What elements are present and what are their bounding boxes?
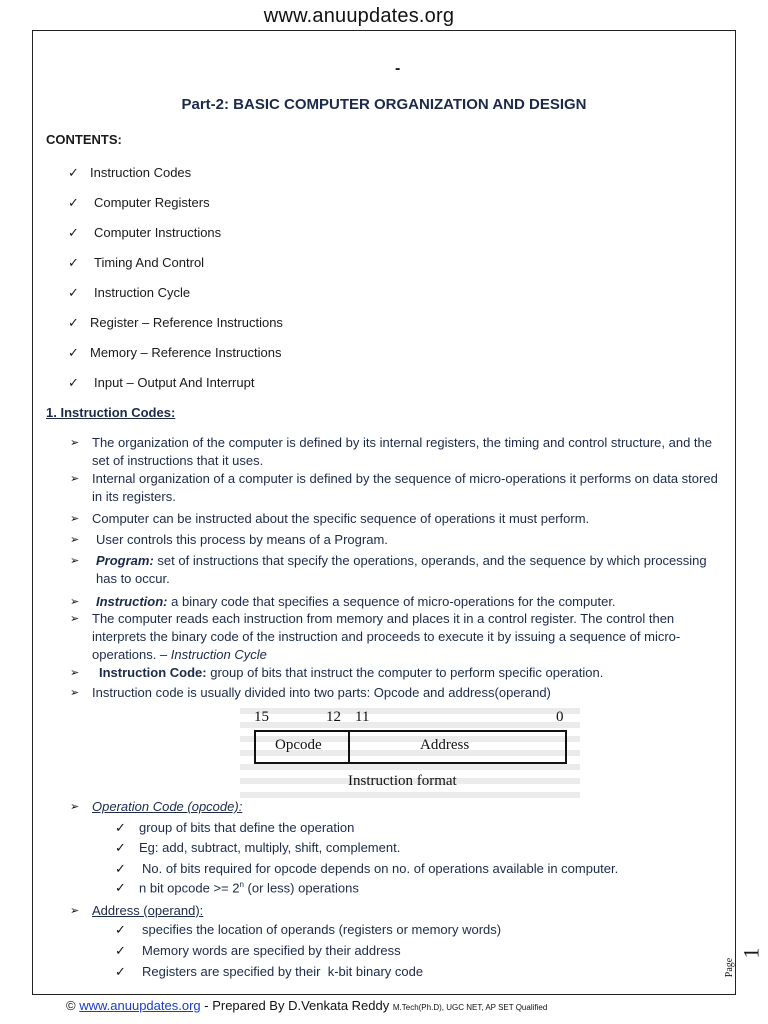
check-icon: ✓ bbox=[115, 943, 126, 958]
check-icon: ✓ bbox=[68, 375, 79, 390]
check-icon: ✓ bbox=[68, 225, 79, 240]
check-icon: ✓ bbox=[68, 315, 79, 330]
arrow-bullet-icon: ➢ bbox=[70, 801, 80, 813]
check-icon: ✓ bbox=[68, 345, 79, 360]
check-icon: ✓ bbox=[115, 964, 126, 979]
check-icon: ✓ bbox=[115, 840, 126, 855]
contents-item: ✓ Input – Output And Interrupt bbox=[68, 375, 255, 390]
site-header: www.anuupdates.org bbox=[263, 5, 455, 27]
arrow-bullet-icon: ➢ bbox=[70, 687, 80, 699]
footer bbox=[66, 998, 547, 1013]
contents-item: ✓ Timing And Control bbox=[68, 255, 205, 270]
arrow-bullet-icon: ➢ bbox=[70, 596, 80, 608]
format-divider bbox=[348, 730, 350, 764]
address-detail: ✓ Registers are specified by their k-bit binary code bbox=[115, 964, 424, 979]
check-icon: ✓ bbox=[68, 255, 79, 270]
check-icon: ✓ bbox=[68, 285, 79, 300]
opcode-detail: ✓ n bit opcode >= $2^n$ (or less) operations bbox=[115, 880, 359, 896]
check-icon: ✓ bbox=[115, 820, 126, 835]
arrow-bullet-icon: ➢ bbox=[70, 437, 80, 449]
address-field: Address bbox=[420, 737, 470, 753]
arrow-bullet-icon: ➢ bbox=[70, 667, 80, 679]
bit-label-0: 0 bbox=[556, 709, 564, 725]
check-icon: ✓ bbox=[115, 922, 126, 937]
copyright-symbol: © bbox=[66, 998, 76, 1013]
arrow-bullet-icon: ➢ bbox=[70, 473, 80, 485]
bullet-item: ➢ Instruction: a binary code that specifies a sequence of micro-operations for the computer. bbox=[70, 594, 616, 609]
contents-item: ✓ Computer Registers bbox=[68, 195, 210, 210]
check-icon: ✓ bbox=[115, 880, 126, 896]
footer-qualifications: M.Tech(Ph.D), UGC NET, AP SET Qualified bbox=[392, 1003, 548, 1012]
bullet-item: ➢ Operation Code (opcode): bbox=[70, 799, 243, 814]
opcode-field: Opcode bbox=[275, 737, 322, 753]
page-number: 1 bbox=[738, 947, 764, 959]
bullet-item: ➢ Internal organization of a computer is defined by the sequence of micro-operations it performs on data stored in its registers. bbox=[70, 471, 718, 504]
contents-item: ✓ Memory – Reference Instructions bbox=[68, 345, 282, 360]
contents-item: ✓ Computer Instructions bbox=[68, 225, 222, 240]
check-icon: ✓ bbox=[68, 195, 79, 210]
bullet-item: ➢ Instruction code is usually divided into two parts: Opcode and address(operand) bbox=[70, 685, 551, 700]
page-title: Part-2: BASIC COMPUTER ORGANIZATION AND DESIGN bbox=[181, 96, 587, 113]
check-icon: ✓ bbox=[115, 861, 126, 876]
contents-item: ✓ Instruction Cycle bbox=[68, 285, 191, 300]
footer-site-link[interactable]: www.anuupdates.org bbox=[79, 998, 201, 1013]
opcode-detail: ✓ Eg: add, subtract, multiply, shift, complement. bbox=[115, 840, 401, 855]
bit-label-11: 11 bbox=[355, 709, 370, 725]
opcode-detail: ✓ No. of bits required for opcode depends on no. of operations available in computer. bbox=[115, 861, 619, 876]
footer-author: - Prepared By D.Venkata Reddy bbox=[200, 998, 393, 1013]
bit-label-15: 15 bbox=[254, 709, 269, 725]
contents-item: ✓ Register – Reference Instructions bbox=[68, 315, 283, 330]
bullet-item: ➢ The organization of the computer is defined by its internal registers, the timing and control structure, and the set of instructions that it uses. bbox=[70, 435, 713, 468]
bullet-item: ➢ Instruction Code: group of bits that instruct the computer to perform specific operation. bbox=[70, 665, 604, 680]
bullet-item: ➢ Computer can be instructed about the specific sequence of operations it must perform. bbox=[70, 511, 590, 526]
contents-label: CONTENTS: bbox=[46, 132, 122, 147]
arrow-bullet-icon: ➢ bbox=[70, 534, 80, 546]
bullet-item: ➢ The computer reads each instruction from memory and places it in a control register. The control then interprets the binary code of the instruction and proceeds to execute it by issuing a sequence of micro-operations. – Instruction Cycle bbox=[70, 611, 681, 662]
arrow-bullet-icon: ➢ bbox=[70, 613, 80, 625]
page-word: Page bbox=[724, 957, 736, 978]
bit-label-12: 12 bbox=[326, 709, 341, 725]
arrow-bullet-icon: ➢ bbox=[70, 905, 80, 917]
address-detail: ✓ specifies the location of operands (registers or memory words) bbox=[115, 922, 502, 937]
bullet-item: ➢ User controls this process by means of a Program. bbox=[70, 532, 388, 547]
address-detail: ✓ Memory words are specified by their address bbox=[115, 943, 401, 958]
bullet-item: ➢ Address (operand): bbox=[70, 903, 204, 918]
check-icon: ✓ bbox=[68, 165, 79, 180]
opcode-detail: ✓ group of bits that define the operation bbox=[115, 820, 355, 835]
section-heading: 1. Instruction Codes: bbox=[46, 405, 176, 420]
arrow-bullet-icon: ➢ bbox=[70, 555, 80, 567]
bullet-item: ➢ Program: set of instructions that specify the operations, operands, and the sequence by which processing has to occur. bbox=[70, 553, 707, 586]
format-caption: Instruction format bbox=[348, 773, 457, 789]
page-number-label bbox=[724, 940, 768, 990]
arrow-bullet-icon: ➢ bbox=[70, 513, 80, 525]
contents-item: ✓ Instruction Codes bbox=[68, 165, 192, 180]
dash-mark: - bbox=[395, 60, 401, 77]
